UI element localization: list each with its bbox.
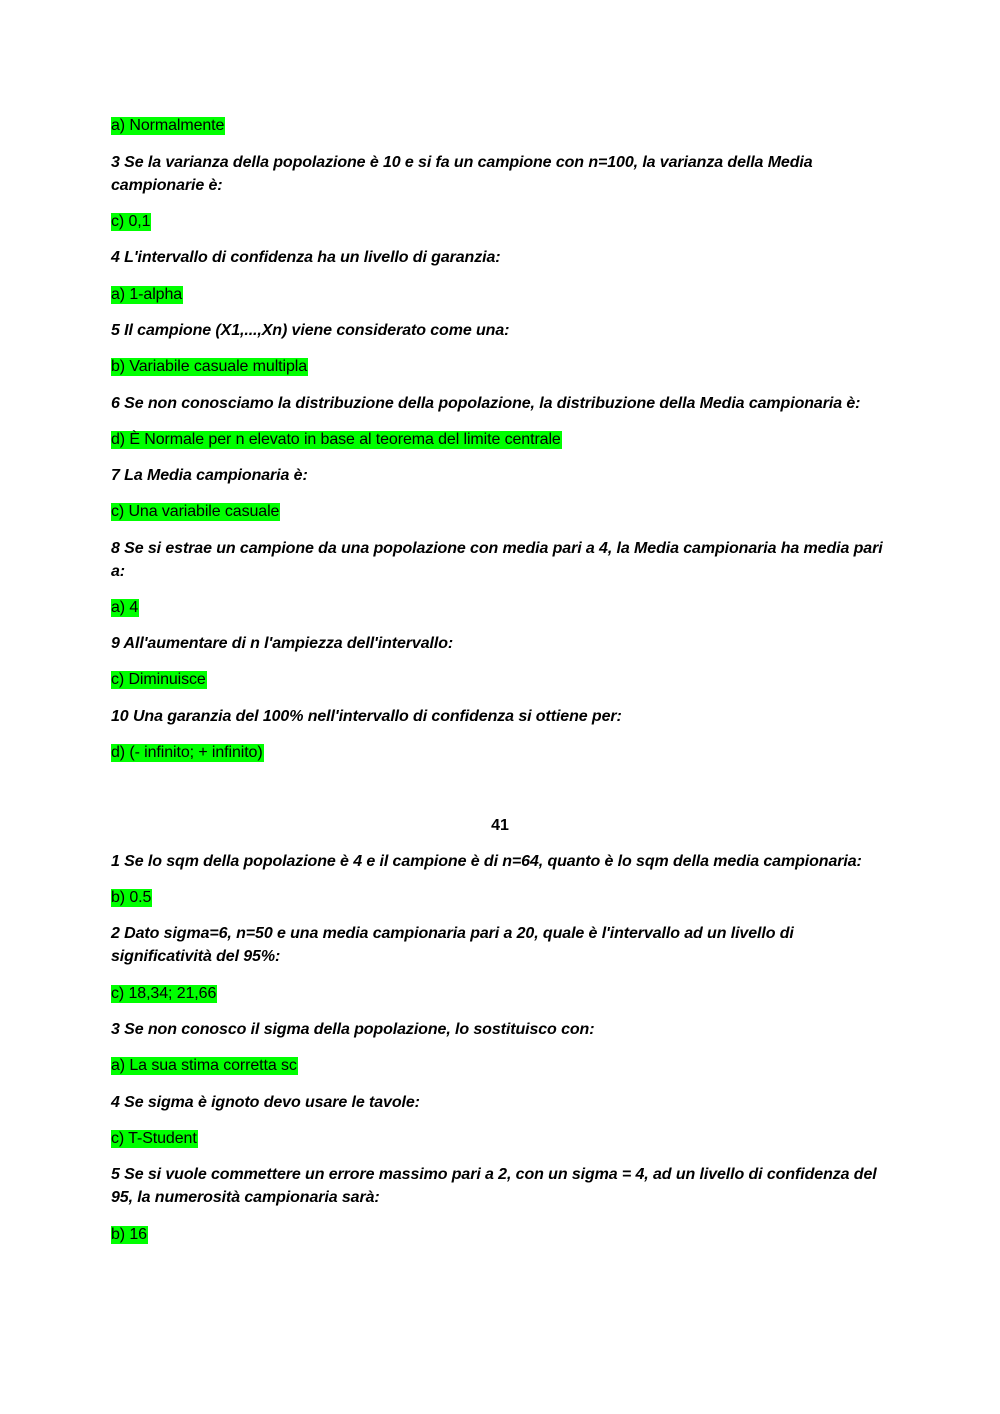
answer-7 [111, 500, 280, 523]
question-5b: 5 Se si vuole commettere un errore massimo pari a 2, con un sigma = 4, ad un livello di confidenza del 95, la numerosità campionaria sarà: [111, 1166, 877, 1206]
answer-highlight: c) Una variabile casuale [111, 503, 280, 520]
answer-highlight: c) T-Student [111, 1130, 197, 1147]
question-3: 3 Se la varianza della popolazione è 10 e si fa un campione con n=100, la varianza della Media campionarie è: [111, 154, 813, 194]
question-8: 8 Se si estrae un campione da una popolazione con media pari a 4, la Media campionaria ha media pari a: [111, 540, 883, 580]
answer-highlight: a) Normalmente [111, 117, 225, 134]
question-10: 10 Una garanzia del 100% nell'intervallo di confidenza si ottiene per: [111, 708, 622, 725]
question-9: 9 All'aumentare di n l'ampiezza dell'intervallo: [111, 635, 454, 652]
answer-highlight: b) 16 [111, 1226, 147, 1243]
answer-prev [111, 114, 225, 137]
answer-5 [111, 355, 308, 378]
answer-highlight: c) Diminuisce [111, 671, 206, 688]
answer-6 [111, 428, 562, 451]
answer-4 [111, 283, 183, 306]
answer-3 [111, 210, 151, 233]
answer-5b [111, 1223, 148, 1246]
question-4b: 4 Se sigma è ignoto devo usare le tavole: [111, 1094, 420, 1111]
answer-10 [111, 741, 264, 764]
question-3b: 3 Se non conosco il sigma della popolazione, lo sostituisco con: [111, 1021, 595, 1038]
answer-8 [111, 596, 139, 619]
question-2: 2 Dato sigma=6, n=50 e una media campionaria pari a 20, quale è l'intervallo ad un livello di significatività del 95%: [111, 925, 794, 965]
answer-highlight: b) Variabile casuale multipla [111, 358, 308, 375]
answer-highlight: a) 1-alpha [111, 286, 183, 303]
answer-highlight: c) 0,1 [111, 213, 151, 230]
section-number: 41 [491, 817, 509, 834]
question-4: 4 L'intervallo di confidenza ha un livello di garanzia: [111, 249, 501, 266]
answer-2 [111, 982, 217, 1005]
answer-3b [111, 1054, 298, 1077]
question-1: 1 Se lo sqm della popolazione è 4 e il campione è di n=64, quanto è lo sqm della media campionaria: [111, 853, 862, 870]
answer-highlight: d) (- infinito; + infinito) [111, 744, 263, 761]
answer-highlight: b) 0.5 [111, 889, 152, 906]
question-6: 6 Se non conosciamo la distribuzione della popolazione, la distribuzione della Media campionaria è: [111, 395, 861, 412]
answer-highlight: a) 4 [111, 599, 139, 616]
answer-highlight: c) 18,34; 21,66 [111, 985, 217, 1002]
answer-9 [111, 668, 207, 691]
answer-4b [111, 1127, 198, 1150]
answer-highlight: a) La sua stima corretta sc [111, 1057, 297, 1074]
answer-highlight: d) È Normale per n elevato in base al teorema del limite centrale [111, 431, 561, 448]
question-7: 7 La Media campionaria è: [111, 467, 308, 484]
answer-1 [111, 886, 152, 909]
question-5: 5 Il campione (X1,...,Xn) viene considerato come una: [111, 322, 510, 339]
